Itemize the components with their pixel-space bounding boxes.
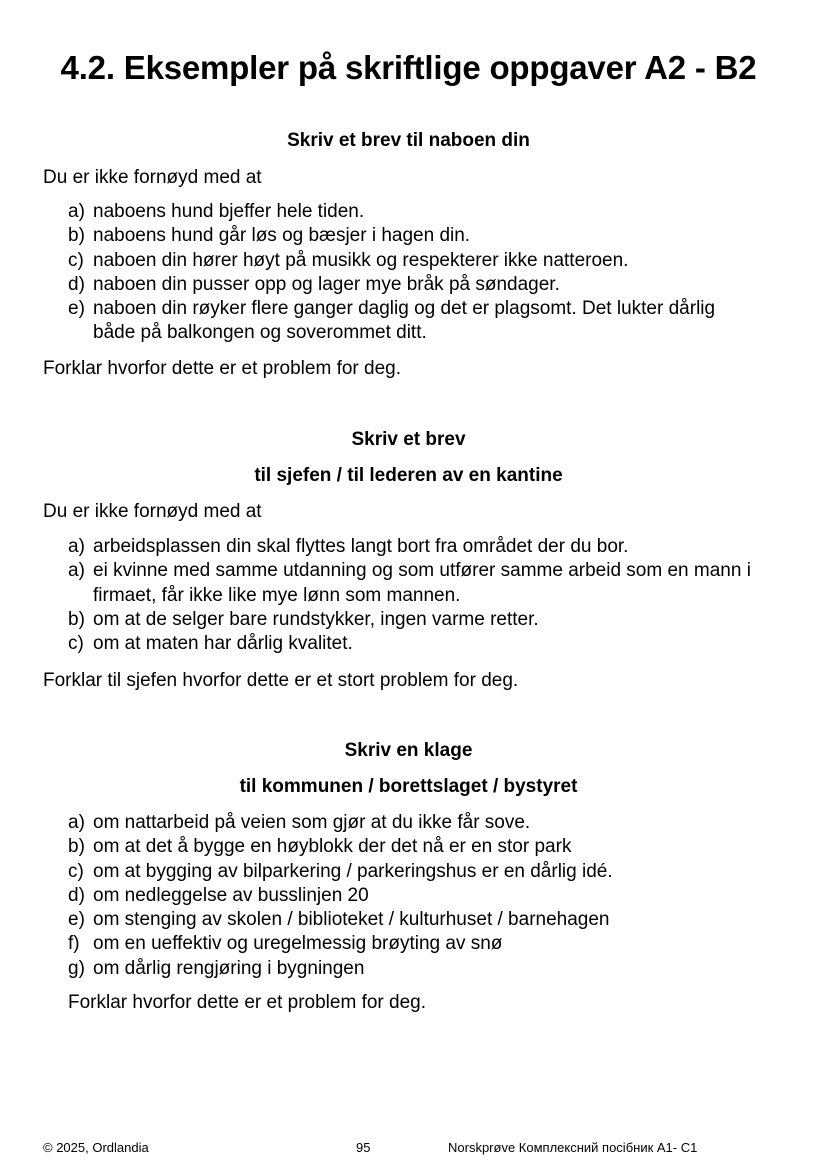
list-marker: a) — [68, 536, 85, 557]
section1-closing: Forklar hvorfor dette er et problem for deg. — [43, 358, 401, 379]
section2-list — [68, 535, 788, 656]
list-text: naboens hund går løs og bæsjer i hagen din. — [93, 225, 471, 247]
section3-title: Skriv en klage — [344, 740, 473, 761]
section1-intro: Du er ikke fornøyd med at — [43, 167, 262, 188]
section2-closing: Forklar til sjefen hvorfor dette er et stort problem for deg. — [43, 670, 519, 691]
list-text: naboen din røyker flere ganger daglig og det er plagsomt. Det lukter dårlig både på balkongen og soverommet ditt. — [93, 298, 716, 344]
list-marker: f) — [68, 933, 80, 955]
list-marker: a) — [68, 812, 85, 833]
list-item — [68, 632, 788, 656]
list-item — [68, 608, 788, 632]
list-item — [68, 559, 788, 608]
list-text: om at maten har dårlig kvalitet. — [93, 633, 353, 655]
section2-title: Skriv et brev — [351, 429, 466, 450]
list-marker: e) — [68, 909, 85, 931]
list-item — [68, 200, 788, 224]
list-item — [68, 932, 788, 956]
list-text: om nattarbeid på veien som gjør at du ikke får sove. — [93, 812, 531, 833]
list-item — [68, 811, 788, 835]
list-item — [68, 535, 788, 559]
section3-list — [68, 811, 788, 981]
list-item — [68, 884, 788, 908]
section1-list — [68, 200, 788, 346]
list-text: om nedleggelse av busslinjen 20 — [93, 884, 369, 906]
list-marker: c) — [68, 249, 84, 271]
list-text: om at bygging av bilparkering / parkeringshus er en dårlig idé. — [93, 860, 613, 882]
list-text: om at de selger bare rundstykker, ingen varme retter. — [93, 608, 539, 630]
list-marker: e) — [68, 298, 85, 320]
list-text: om en ueffektiv og uregelmessig brøyting av snø — [93, 933, 503, 955]
list-marker: b) — [68, 608, 85, 630]
list-item — [68, 835, 788, 859]
list-text: om dårlig rengjøring i bygningen — [93, 957, 365, 979]
list-text: naboens hund bjeffer hele tiden. — [93, 201, 365, 222]
list-marker: g) — [68, 957, 85, 979]
list-item — [68, 297, 788, 346]
list-marker: a) — [68, 201, 85, 222]
list-text: om stenging av skolen / biblioteket / kulturhuset / barnehagen — [93, 909, 610, 931]
section3-closing: Forklar hvorfor dette er et problem for deg. — [68, 992, 426, 1013]
list-text: ei kvinne med samme utdanning og som utfører samme arbeid som en mann i firmaet, får ikke like mye lønn som mannen. — [93, 560, 751, 606]
list-marker: c) — [68, 633, 84, 655]
section2-subtitle: til sjefen / til lederen av en kantine — [254, 465, 563, 486]
list-item — [68, 273, 788, 297]
list-item — [68, 860, 788, 884]
list-marker: d) — [68, 884, 85, 906]
list-item — [68, 908, 788, 932]
list-marker: b) — [68, 225, 85, 247]
list-item — [68, 249, 788, 273]
list-text: om at det å bygge en høyblokk der det nå er en stor park — [93, 836, 572, 858]
list-marker: b) — [68, 836, 85, 858]
section3-subtitle: til kommunen / borettslaget / bystyret — [239, 776, 578, 797]
list-text: naboen din hører høyt på musikk og respekterer ikke natteroen. — [93, 249, 629, 271]
footer-book-title: Norskprøve Комплексний посібник А1- С1 — [448, 1140, 698, 1155]
list-item — [68, 224, 788, 248]
page-title: 4.2. Eksempler på skriftlige oppgaver A2 - B2 — [60, 49, 757, 86]
list-marker: c) — [68, 860, 84, 882]
list-marker: d) — [68, 273, 85, 295]
footer-page-number: 95 — [356, 1140, 371, 1155]
footer-copyright: © 2025, Ordlandia — [43, 1140, 149, 1155]
list-marker: a) — [68, 560, 85, 582]
section2-intro: Du er ikke fornøyd med at — [43, 501, 262, 522]
section1-title: Skriv et brev til naboen din — [287, 130, 530, 151]
list-item — [68, 957, 788, 981]
list-text: naboen din pusser opp og lager mye bråk på søndager. — [93, 273, 560, 295]
list-text: arbeidsplassen din skal flyttes langt bort fra området der du bor. — [93, 536, 629, 557]
